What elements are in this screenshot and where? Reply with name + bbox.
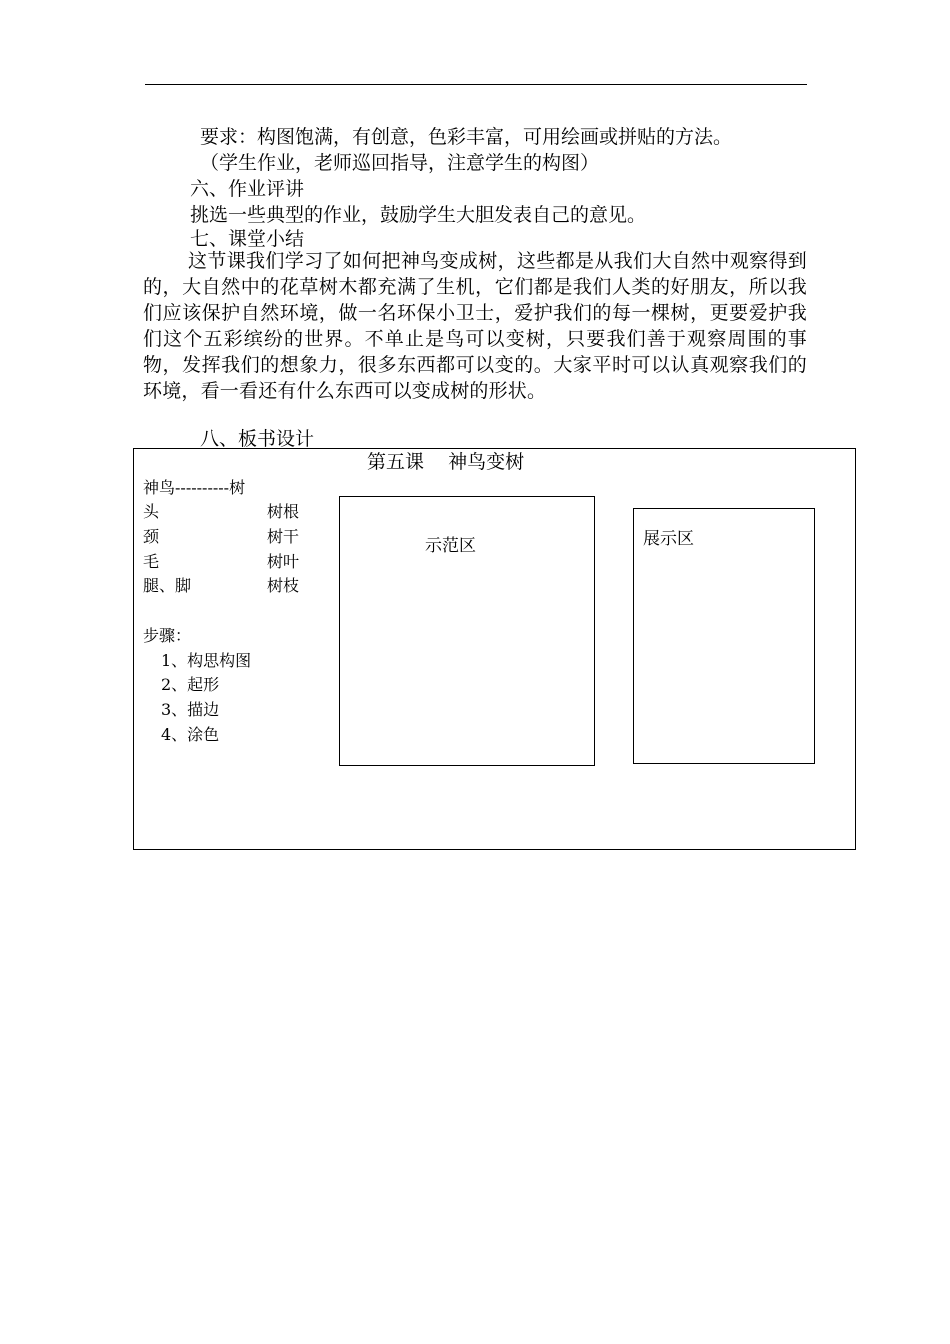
section-7-title: 七、课堂小结 — [190, 228, 305, 250]
mapping-bird-neck: 颈 — [143, 527, 160, 546]
demo-area-label: 示范区 — [425, 536, 476, 556]
display-area-label: 展示区 — [643, 529, 694, 549]
mapping-tree-root: 树根 — [267, 502, 300, 521]
mapping-header: 神鸟----------树 — [143, 478, 246, 497]
requirement-text: 要求：构图饱满，有创意，色彩丰富，可用绘画或拼贴的方法。 — [200, 126, 733, 148]
step-1: 1、构思构图 — [161, 651, 252, 670]
step-4: 4、涂色 — [161, 725, 220, 744]
mapping-tree-trunk: 树干 — [267, 527, 300, 546]
section-6-body: 挑选一些典型的作业，鼓励学生大胆发表自己的意见。 — [190, 204, 647, 226]
board-title: 第五课 神鸟变树 — [367, 451, 525, 473]
display-area-box — [633, 508, 815, 764]
section-8-title: 八、板书设计 — [200, 428, 315, 450]
section-7-body: 这节课我们学习了如何把神鸟变成树，这些都是从我们大自然中观察得到的，大自然中的花草树木都充满了生机，它们都是我们人类的好朋友，所以我们应该保护自然环境，做一名环保小卫士，爱护我们的每一棵树，更要爱护我们这个五彩缤纷的世界。不单止是鸟可以变树，只要我们善于观察周围的事物，发挥我们的想象力，很多东西都可以变的。大家平时可以认真观察我们的环境，看一看还有什么东西可以变成树的形状。 — [143, 250, 807, 402]
section-6-title: 六、作业评讲 — [190, 178, 305, 200]
step-3: 3、描边 — [161, 700, 220, 719]
mapping-bird-head: 头 — [143, 502, 160, 521]
demo-area-box — [339, 496, 595, 766]
step-2: 2、起形 — [161, 675, 220, 694]
steps-title: 步骤： — [143, 626, 192, 645]
mapping-bird-feather: 毛 — [143, 552, 160, 571]
header-rule — [145, 84, 807, 85]
mapping-tree-leaf: 树叶 — [267, 552, 300, 571]
blackboard-design-frame — [133, 448, 856, 850]
student-work-note: （学生作业，老师巡回指导，注意学生的构图） — [200, 152, 600, 174]
mapping-bird-legs-feet: 腿、脚 — [143, 576, 192, 595]
mapping-tree-branch: 树枝 — [267, 576, 300, 595]
